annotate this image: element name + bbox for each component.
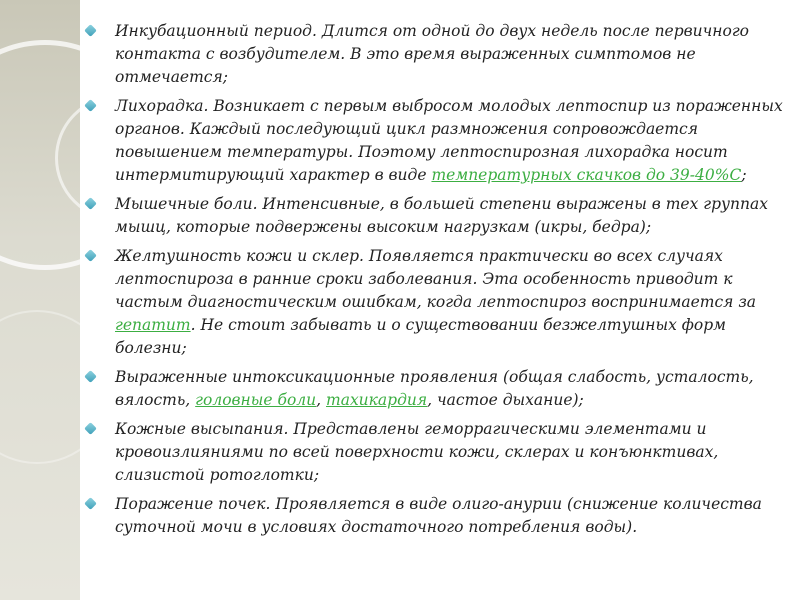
symptom-list [80, 20, 800, 545]
text-run: , частое дыхание); [427, 391, 584, 409]
text-run: Выраженные интоксикационные проявления (общая слабость, усталость, вялость, [115, 368, 754, 409]
inline-link[interactable]: тахикардия [326, 391, 428, 409]
bullet-diamond-icon [84, 249, 97, 262]
list-item-text [115, 22, 749, 86]
list-item [80, 95, 800, 187]
list-item-text [115, 495, 762, 536]
text-run: Мышечные боли. Интенсивные, в большей степени выражены в тех группах мышц, которые подвержены высоким нагрузкам (икры, бедра); [115, 195, 768, 236]
list-item-text [115, 420, 718, 484]
content-panel [80, 0, 800, 600]
bullet-diamond-icon [84, 497, 97, 510]
bullet-diamond-icon [84, 197, 97, 210]
text-run: Желтушность кожи и склер. Появляется практически во всех случаях лептоспироза в ранние сроки заболевания. Эта особенность приводит к частым диагностическим ошибкам, когда лептоспироз воспринимается за [115, 247, 757, 311]
list-item [80, 193, 800, 239]
text-run: Лихорадка. Возникает с первым выбросом молодых лептоспир из пораженных органов. Каждый последующий цикл размножения сопровождается повышением температуры. Поэтому лептоспирозная лихорадка носит интермитирующий характер в виде [115, 97, 783, 184]
text-run: . Не стоит забывать и о существовании безжелтушных форм болезни; [115, 316, 726, 357]
list-item [80, 493, 800, 539]
inline-link[interactable]: температурных скачков до 39-40%С [431, 166, 742, 184]
list-item [80, 20, 800, 89]
text-run: Кожные высыпания. Представлены геморрагическими элементами и кровоизлияниями по всей поверхности кожи, склерах и конъюнктивах, слизистой ротоглотки; [115, 420, 719, 484]
list-item-text [115, 97, 783, 184]
list-item-text [115, 368, 754, 409]
list-item [80, 245, 800, 360]
text-run: , [316, 391, 326, 409]
inline-link[interactable]: головные боли [195, 391, 317, 409]
text-run: Инкубационный период. Длится от одной до двух недель после первичного контакта с возбудителем. В это время выраженных симптомов не отмечается; [115, 22, 750, 86]
inline-link[interactable]: гепатит [115, 316, 191, 334]
bullet-diamond-icon [84, 370, 97, 383]
list-item-text [115, 195, 768, 236]
bullet-diamond-icon [84, 99, 97, 112]
bullet-diamond-icon [84, 24, 97, 37]
list-item [80, 366, 800, 412]
list-item-text [115, 247, 756, 357]
text-run: ; [741, 166, 747, 184]
list-item [80, 418, 800, 487]
bullet-diamond-icon [84, 422, 97, 435]
text-run: Поражение почек. Проявляется в виде олиго-анурии (снижение количества суточной мочи в условиях достаточного потребления воды). [115, 495, 762, 536]
